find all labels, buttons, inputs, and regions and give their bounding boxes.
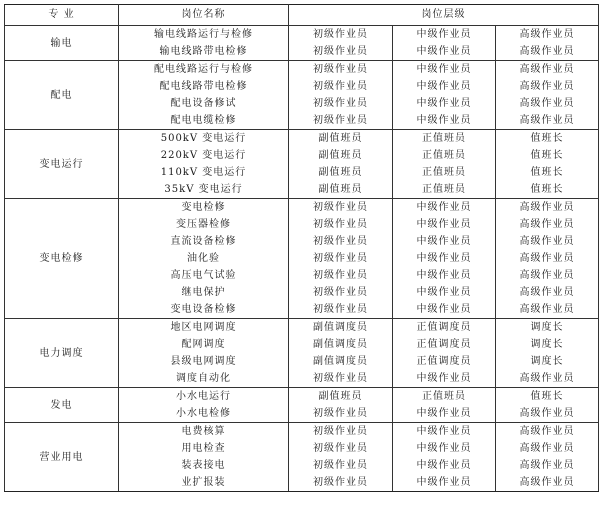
level-1-cell: 副值班员 bbox=[289, 388, 393, 406]
level-3-cell: 高级作业员 bbox=[496, 61, 599, 79]
level-2-cell: 正值班员 bbox=[393, 164, 496, 181]
specialty-cell: 电力调度 bbox=[5, 319, 119, 388]
position-cell: 变电设备检修 bbox=[119, 301, 289, 319]
table-row bbox=[5, 423, 599, 441]
level-3-cell: 高级作业员 bbox=[496, 250, 599, 267]
position-cell: 配网调度 bbox=[119, 336, 289, 353]
level-2-cell: 正值班员 bbox=[393, 181, 496, 199]
level-1-cell: 初级作业员 bbox=[289, 474, 393, 492]
level-2-cell: 中级作业员 bbox=[393, 474, 496, 492]
position-cell: 小水电运行 bbox=[119, 388, 289, 406]
position-cell: 继电保护 bbox=[119, 284, 289, 301]
level-1-cell: 初级作业员 bbox=[289, 284, 393, 301]
level-1-cell: 初级作业员 bbox=[289, 267, 393, 284]
level-3-cell: 高级作业员 bbox=[496, 301, 599, 319]
header-levels: 岗位层级 bbox=[289, 5, 599, 26]
level-3-cell: 值班长 bbox=[496, 164, 599, 181]
level-1-cell: 初级作业员 bbox=[289, 457, 393, 474]
level-3-cell: 高级作业员 bbox=[496, 370, 599, 388]
level-3-cell: 高级作业员 bbox=[496, 457, 599, 474]
level-2-cell: 正值班员 bbox=[393, 147, 496, 164]
specialty-cell: 发电 bbox=[5, 388, 119, 423]
table-row bbox=[5, 319, 599, 337]
level-2-cell: 中级作业员 bbox=[393, 370, 496, 388]
position-cell: 输电线路运行与检修 bbox=[119, 26, 289, 44]
level-3-cell: 高级作业员 bbox=[496, 95, 599, 112]
position-cell: 110kV 变电运行 bbox=[119, 164, 289, 181]
position-cell: 变电检修 bbox=[119, 199, 289, 217]
specialty-cell: 变电运行 bbox=[5, 130, 119, 199]
level-3-cell: 高级作业员 bbox=[496, 284, 599, 301]
level-3-cell: 高级作业员 bbox=[496, 267, 599, 284]
level-3-cell: 调度长 bbox=[496, 336, 599, 353]
position-cell: 小水电检修 bbox=[119, 405, 289, 423]
header-position: 岗位名称 bbox=[119, 5, 289, 26]
level-3-cell: 值班长 bbox=[496, 147, 599, 164]
level-2-cell: 中级作业员 bbox=[393, 233, 496, 250]
level-1-cell: 初级作业员 bbox=[289, 112, 393, 130]
position-cell: 高压电气试验 bbox=[119, 267, 289, 284]
level-3-cell: 值班长 bbox=[496, 130, 599, 148]
position-cell: 直流设备检修 bbox=[119, 233, 289, 250]
level-2-cell: 中级作业员 bbox=[393, 440, 496, 457]
specialty-cell: 营业用电 bbox=[5, 423, 119, 492]
level-1-cell: 初级作业员 bbox=[289, 199, 393, 217]
level-1-cell: 初级作业员 bbox=[289, 216, 393, 233]
specialty-cell: 配电 bbox=[5, 61, 119, 130]
specialty-cell: 变电检修 bbox=[5, 199, 119, 319]
level-1-cell: 副值班员 bbox=[289, 147, 393, 164]
position-cell: 业扩报装 bbox=[119, 474, 289, 492]
level-1-cell: 副值调度员 bbox=[289, 336, 393, 353]
level-3-cell: 高级作业员 bbox=[496, 423, 599, 441]
level-2-cell: 中级作业员 bbox=[393, 199, 496, 217]
level-2-cell: 中级作业员 bbox=[393, 457, 496, 474]
level-3-cell: 高级作业员 bbox=[496, 233, 599, 250]
level-3-cell: 高级作业员 bbox=[496, 474, 599, 492]
level-3-cell: 高级作业员 bbox=[496, 43, 599, 61]
level-3-cell: 高级作业员 bbox=[496, 216, 599, 233]
level-3-cell: 高级作业员 bbox=[496, 26, 599, 44]
level-1-cell: 初级作业员 bbox=[289, 78, 393, 95]
table-row bbox=[5, 26, 599, 44]
level-2-cell: 正值班员 bbox=[393, 130, 496, 148]
level-3-cell: 高级作业员 bbox=[496, 405, 599, 423]
position-cell: 35kV 变电运行 bbox=[119, 181, 289, 199]
position-cell: 500kV 变电运行 bbox=[119, 130, 289, 148]
level-1-cell: 初级作业员 bbox=[289, 423, 393, 441]
level-3-cell: 调度长 bbox=[496, 353, 599, 370]
level-3-cell: 高级作业员 bbox=[496, 112, 599, 130]
level-1-cell: 初级作业员 bbox=[289, 26, 393, 44]
level-2-cell: 正值调度员 bbox=[393, 336, 496, 353]
level-2-cell: 中级作业员 bbox=[393, 61, 496, 79]
level-1-cell: 初级作业员 bbox=[289, 61, 393, 79]
table-row bbox=[5, 199, 599, 217]
level-2-cell: 中级作业员 bbox=[393, 43, 496, 61]
level-1-cell: 初级作业员 bbox=[289, 233, 393, 250]
header-specialty: 专 业 bbox=[5, 5, 119, 26]
level-3-cell: 高级作业员 bbox=[496, 78, 599, 95]
level-2-cell: 正值调度员 bbox=[393, 353, 496, 370]
level-3-cell: 高级作业员 bbox=[496, 440, 599, 457]
position-cell: 县级电网调度 bbox=[119, 353, 289, 370]
table-row bbox=[5, 130, 599, 148]
position-cell: 油化验 bbox=[119, 250, 289, 267]
position-cell: 配电线路运行与检修 bbox=[119, 61, 289, 79]
level-2-cell: 中级作业员 bbox=[393, 405, 496, 423]
level-1-cell: 初级作业员 bbox=[289, 370, 393, 388]
position-cell: 调度自动化 bbox=[119, 370, 289, 388]
table-row bbox=[5, 61, 599, 79]
level-2-cell: 中级作业员 bbox=[393, 284, 496, 301]
level-1-cell: 副值调度员 bbox=[289, 319, 393, 337]
level-2-cell: 中级作业员 bbox=[393, 423, 496, 441]
level-1-cell: 副值班员 bbox=[289, 164, 393, 181]
level-1-cell: 副值班员 bbox=[289, 181, 393, 199]
level-2-cell: 正值班员 bbox=[393, 388, 496, 406]
level-1-cell: 初级作业员 bbox=[289, 301, 393, 319]
position-cell: 配电电缆检修 bbox=[119, 112, 289, 130]
level-2-cell: 中级作业员 bbox=[393, 78, 496, 95]
table-body bbox=[5, 5, 599, 492]
level-2-cell: 中级作业员 bbox=[393, 112, 496, 130]
level-2-cell: 正值调度员 bbox=[393, 319, 496, 337]
specialty-cell: 输电 bbox=[5, 26, 119, 61]
level-1-cell: 副值调度员 bbox=[289, 353, 393, 370]
position-cell: 输电线路带电检修 bbox=[119, 43, 289, 61]
level-1-cell: 初级作业员 bbox=[289, 440, 393, 457]
level-2-cell: 中级作业员 bbox=[393, 301, 496, 319]
position-cell: 电费核算 bbox=[119, 423, 289, 441]
position-cell: 220kV 变电运行 bbox=[119, 147, 289, 164]
position-cell: 地区电网调度 bbox=[119, 319, 289, 337]
position-cell: 变压器检修 bbox=[119, 216, 289, 233]
level-2-cell: 中级作业员 bbox=[393, 26, 496, 44]
table-row bbox=[5, 388, 599, 406]
level-3-cell: 调度长 bbox=[496, 319, 599, 337]
level-2-cell: 中级作业员 bbox=[393, 95, 496, 112]
level-1-cell: 初级作业员 bbox=[289, 43, 393, 61]
level-1-cell: 初级作业员 bbox=[289, 250, 393, 267]
level-3-cell: 值班长 bbox=[496, 181, 599, 199]
position-cell: 配电设备修试 bbox=[119, 95, 289, 112]
level-3-cell: 值班长 bbox=[496, 388, 599, 406]
level-2-cell: 中级作业员 bbox=[393, 267, 496, 284]
level-1-cell: 副值班员 bbox=[289, 130, 393, 148]
level-2-cell: 中级作业员 bbox=[393, 216, 496, 233]
level-3-cell: 高级作业员 bbox=[496, 199, 599, 217]
header-row bbox=[5, 5, 599, 26]
position-table bbox=[4, 4, 599, 492]
position-cell: 配电线路带电检修 bbox=[119, 78, 289, 95]
position-cell: 用电检查 bbox=[119, 440, 289, 457]
position-cell: 装表接电 bbox=[119, 457, 289, 474]
level-2-cell: 中级作业员 bbox=[393, 250, 496, 267]
level-1-cell: 初级作业员 bbox=[289, 95, 393, 112]
level-1-cell: 初级作业员 bbox=[289, 405, 393, 423]
